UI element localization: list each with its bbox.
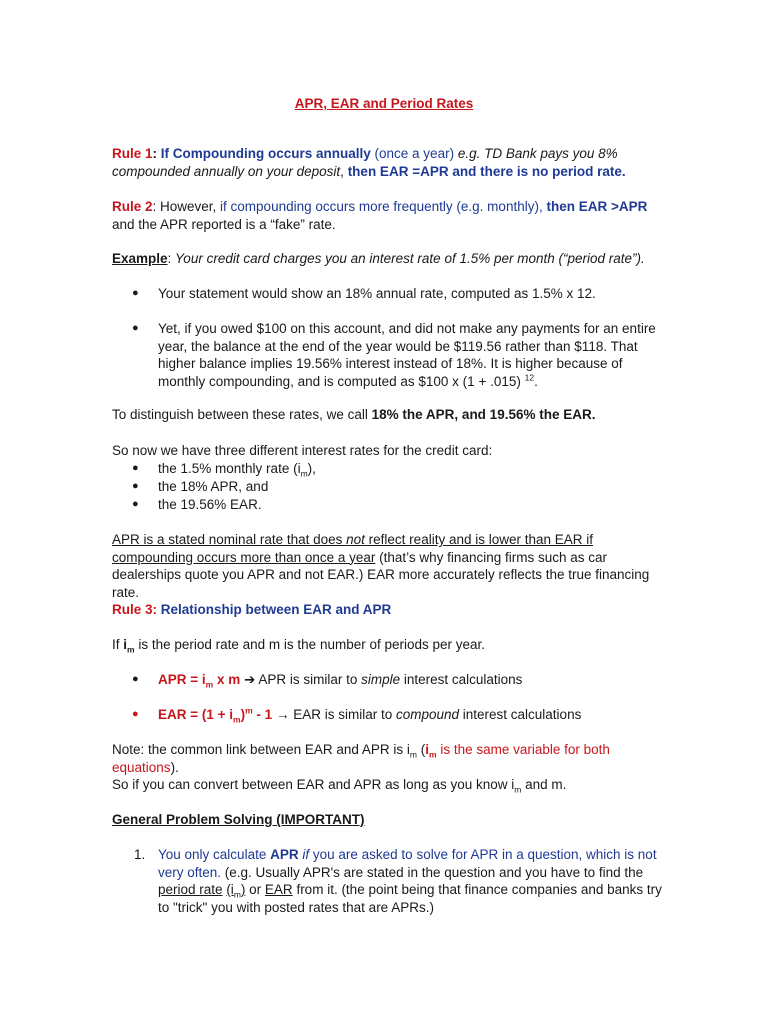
- note-emphasis: is the same variable for both equations: [112, 742, 610, 775]
- distinguish-text: To distinguish between these rates, we call: [112, 407, 372, 422]
- period-rate-symbol: [226, 882, 246, 900]
- formula-desc-italic: compound: [395, 707, 460, 722]
- subscript: m: [300, 468, 308, 479]
- formula-text: [158, 706, 662, 724]
- bullet-text: [158, 460, 662, 478]
- note-close: ).: [170, 759, 179, 775]
- definition-prefix: If: [112, 637, 124, 652]
- formula-desc: EAR is similar to: [289, 707, 396, 722]
- rule-1-comma: ,: [340, 163, 348, 179]
- rule-2-qualifier: (e.g. monthly),: [452, 199, 547, 214]
- rule-2-label: Rule 2: [112, 199, 153, 214]
- subscript: m: [409, 749, 417, 760]
- note-text: Note: the common link between EAR and APR is i: [112, 742, 410, 757]
- rule-1-colon: :: [152, 146, 161, 161]
- bullet-text: [158, 320, 662, 390]
- note-open: (: [417, 742, 426, 757]
- bullet-icon: ●: [132, 287, 139, 299]
- bullet-icon: ●: [132, 673, 139, 685]
- point-blue-italic: if: [298, 847, 310, 862]
- rule-1-conclusion: then EAR =APR and there is no period rate.: [347, 163, 626, 179]
- rule-2-lead: : However,: [152, 199, 221, 214]
- example-label: Example: [112, 251, 168, 266]
- item-number: 1.: [134, 847, 146, 862]
- page-title: APR, EAR and Period Rates: [294, 96, 474, 111]
- apr-underlined-1: APR is a stated nominal rate that does: [112, 532, 347, 547]
- point-or: or: [245, 882, 265, 897]
- formula-text: [158, 671, 662, 689]
- formula-desc-end: interest calculations: [400, 672, 523, 687]
- arrow-right-icon: ➔: [244, 672, 256, 687]
- formula-rhs: - 1: [252, 707, 273, 722]
- rule-1-condition: If Compounding occurs annually: [160, 146, 371, 161]
- apr-rest: (that’s why financing firms such as car dealerships quote you APR and not EAR.) EAR more accurately reflects the true financing rate.: [112, 549, 650, 600]
- symbol-close: ): [240, 882, 246, 897]
- definition-line: [112, 636, 660, 654]
- subscript: m: [514, 784, 522, 795]
- note-paragraph: [112, 741, 672, 794]
- rule-1-label: Rule 1: [112, 146, 153, 161]
- point-blue-2: you are asked to solve for APR in a question, which is not very often.: [158, 847, 657, 880]
- formula-desc-italic: simple: [361, 672, 401, 687]
- bullet-icon: ●: [132, 498, 139, 510]
- distinguish-paragraph: [112, 406, 672, 424]
- rule-2-paragraph: [112, 198, 660, 233]
- superscript: m: [245, 705, 253, 716]
- rule-3-heading: [112, 601, 660, 619]
- variable-i: i: [425, 742, 430, 757]
- bullet-body: Yet, if you owed $100 on this account, and did not make any payments for an entire year, the balance at the end of the year would be $119.56 rather than $118. That higher balance implies 19.56% interest instead of 18%. It is higher because of monthly compounding, and is computed as $100 x (1 + .015): [158, 321, 656, 389]
- formula-paren: ): [240, 707, 246, 722]
- rule-2-conclusion: then EAR >APR: [546, 199, 648, 214]
- ear-term: EAR: [264, 882, 293, 897]
- bullet-text: the 18% APR, and: [158, 479, 269, 494]
- definition-text: is the period rate and m is the number of periods per year.: [134, 637, 486, 652]
- bullet-icon: ●: [132, 480, 139, 492]
- formula-desc: APR is similar to: [255, 672, 362, 687]
- period-rate-term: period rate: [158, 882, 223, 897]
- example-paragraph: [112, 250, 672, 268]
- note-line-2-end: and m.: [521, 777, 567, 792]
- note-line-2: So if you can convert between EAR and APR as long as you know i: [112, 777, 515, 792]
- subscript: m: [205, 679, 214, 690]
- bullet-text: the 19.56% EAR.: [158, 497, 262, 512]
- example-colon: :: [167, 251, 176, 266]
- apr-underlined-2: reflect reality and is lower than EAR if compounding occurs more than once a year: [112, 532, 594, 565]
- symbol-open: (i: [226, 882, 234, 897]
- bullet-icon: ●: [132, 708, 139, 720]
- formula-lhs: EAR = (1 + i: [158, 707, 234, 722]
- general-heading: General Problem Solving (IMPORTANT): [112, 812, 365, 827]
- item-text: [158, 846, 670, 916]
- variable-i: i: [201, 672, 206, 687]
- subscript: m: [233, 714, 241, 725]
- apr-paragraph: [112, 531, 660, 601]
- bullet-end: .: [534, 373, 538, 389]
- point-black-2: from it. (the point being that finance companies and banks try to "trick" you with posted rates that are APRs.): [158, 882, 662, 915]
- apr-underlined-not: not: [346, 532, 365, 547]
- rule-1-paragraph: [112, 145, 660, 180]
- point-blue-1: You only calculate: [158, 847, 271, 862]
- subscript: m: [233, 889, 241, 900]
- point-blue-bold: APR: [270, 847, 299, 862]
- three-rates-intro: So now we have three different interest rates for the credit card:: [112, 443, 493, 458]
- variable-i: i: [123, 637, 128, 652]
- subscript: m: [429, 749, 437, 760]
- rule-2-tail: and the APR reported is a “fake” rate.: [112, 216, 336, 232]
- rule-2-condition: if compounding occurs more frequently: [220, 199, 453, 214]
- point-black-1: (e.g. Usually APR's are stated in the question and you have to find the: [221, 864, 644, 880]
- rate-text-end: ),: [307, 461, 316, 476]
- formula-rhs: x m: [213, 672, 241, 687]
- subscript: m: [127, 644, 135, 655]
- formula-lhs: APR =: [158, 672, 202, 687]
- example-text: Your credit card charges you an interest rate of 1.5% per month (“period rate”).: [175, 251, 645, 266]
- rate-text: the 1.5% monthly rate (i: [158, 461, 301, 476]
- exponent: 12: [524, 372, 535, 382]
- rule-1-example: e.g. TD Bank pays you 8% compounded annually on your deposit: [112, 146, 618, 179]
- arrow-right-icon: →: [275, 707, 290, 722]
- rule-1-qualifier: (once a year): [370, 146, 458, 161]
- distinguish-bold: 18% the APR, and 19.56% the EAR.: [371, 407, 596, 422]
- rule-3-label: Rule 3:: [112, 602, 158, 617]
- formula-desc-end: interest calculations: [459, 707, 582, 722]
- bullet-text: Your statement would show an 18% annual rate, computed as 1.5% x 12.: [158, 286, 596, 301]
- bullet-icon: ●: [132, 322, 139, 334]
- bullet-icon: ●: [132, 462, 139, 474]
- rule-3-text: Relationship between EAR and APR: [157, 602, 392, 617]
